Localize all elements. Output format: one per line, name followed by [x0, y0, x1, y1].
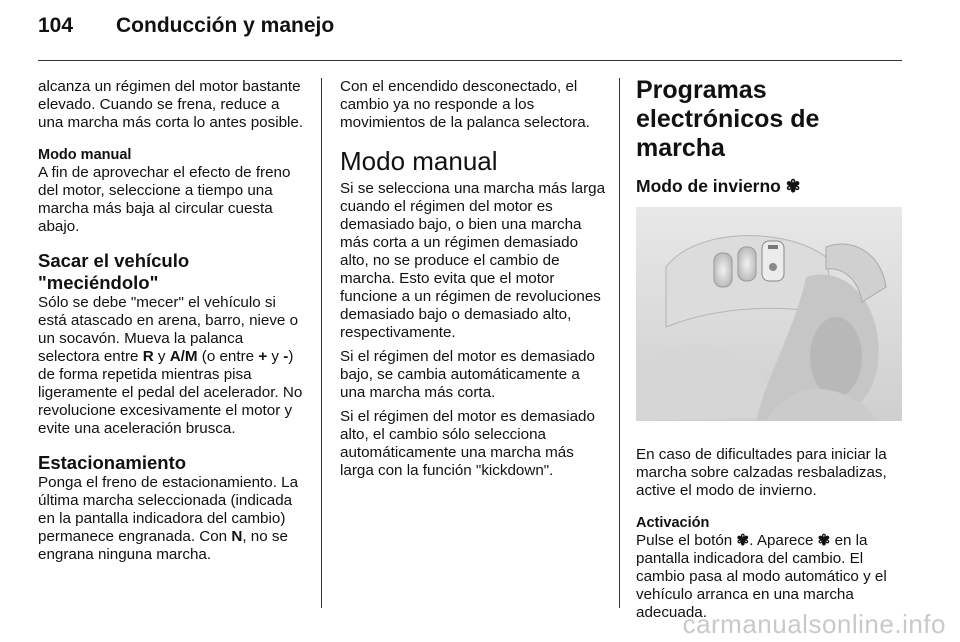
heading-mecer: Sacar el vehículo "meciéndolo": [38, 250, 190, 293]
paragraph: Si el régimen del motor es demasiado alto, el cambio sólo selecciona automáticamente una marcha más larga con la función "kickdown".: [340, 408, 595, 479]
chapter-title: Conducción y manejo: [116, 14, 335, 37]
gear-selector-photo: [636, 207, 902, 421]
header-rule: [38, 60, 902, 61]
column-divider: [321, 78, 322, 608]
snowflake-icon: ✾: [817, 532, 831, 549]
heading-programas: Programas electrónicos de marcha: [636, 76, 820, 162]
column-divider: [619, 78, 620, 608]
column-2: [340, 78, 606, 494]
paragraph: A fin de aprovechar el efecto de freno del motor, seleccione a tiempo una marcha más baja al circular cuesta abajo.: [38, 164, 291, 235]
heading-activacion: Activación: [636, 515, 710, 531]
paragraph-mecer: Sólo se debe "mecer" el vehículo si está atascado en arena, barro, nieve o un socavón. Mueva la palanca selectora entre R y A/M (o entre + y -) de forma repetida mientras pisa ligeramente el pedal del acelerador. No revolucione excesivamente el motor y evite una aceleración brusca.: [38, 294, 303, 437]
paragraph: Si se selecciona una marcha más larga cuando el régimen del motor es demasiado bajo, o bien una marcha más corta a un régimen demasiado alto, no se produce el cambio de marcha. Esto evita que el motor funcione a un régimen de revoluciones demasiado bajo o demasiado alto, respectivamente.: [340, 180, 606, 341]
column-1: [38, 78, 304, 578]
column-3: [636, 76, 906, 636]
paragraph-activacion: Pulse el botón ✾. Aparece ✾ en la pantalla indicadora del cambio. El cambio pasa al modo automático y el vehículo arranca en una marcha adecuada.: [636, 532, 887, 621]
heading-estacionamiento: Estacionamiento: [38, 452, 187, 473]
paragraph-estacionamiento: Ponga el freno de estacionamiento. La última marcha seleccionada (indicada en la pantalla indicadora del cambio) permanece engranada. Con N, no se engrana ninguna marcha.: [38, 474, 299, 563]
snowflake-icon: ✾: [736, 532, 750, 549]
snowflake-icon: ✾: [785, 176, 801, 196]
heading-modo-invierno: Modo de invierno ✾: [636, 176, 801, 196]
page-number: 104: [38, 14, 74, 37]
paragraph: Si el régimen del motor es demasiado bajo, se cambia automáticamente a una marcha más corta.: [340, 348, 595, 401]
paragraph: En caso de dificultades para iniciar la marcha sobre calzadas resbaladizas, active el modo de invierno.: [636, 446, 887, 499]
heading-modo-manual-large: Modo manual: [340, 146, 498, 176]
paragraph: alcanza un régimen del motor bastante elevado. Cuando se frena, reduce a una marcha más corta lo antes posible.: [38, 78, 304, 131]
watermark: carmanualsonline.info: [682, 609, 946, 639]
heading-modo-manual: Modo manual: [38, 147, 132, 163]
page-header: [38, 14, 334, 38]
paragraph: Con el encendido desconectado, el cambio ya no responde a los movimientos de la palanca selectora.: [340, 78, 590, 131]
